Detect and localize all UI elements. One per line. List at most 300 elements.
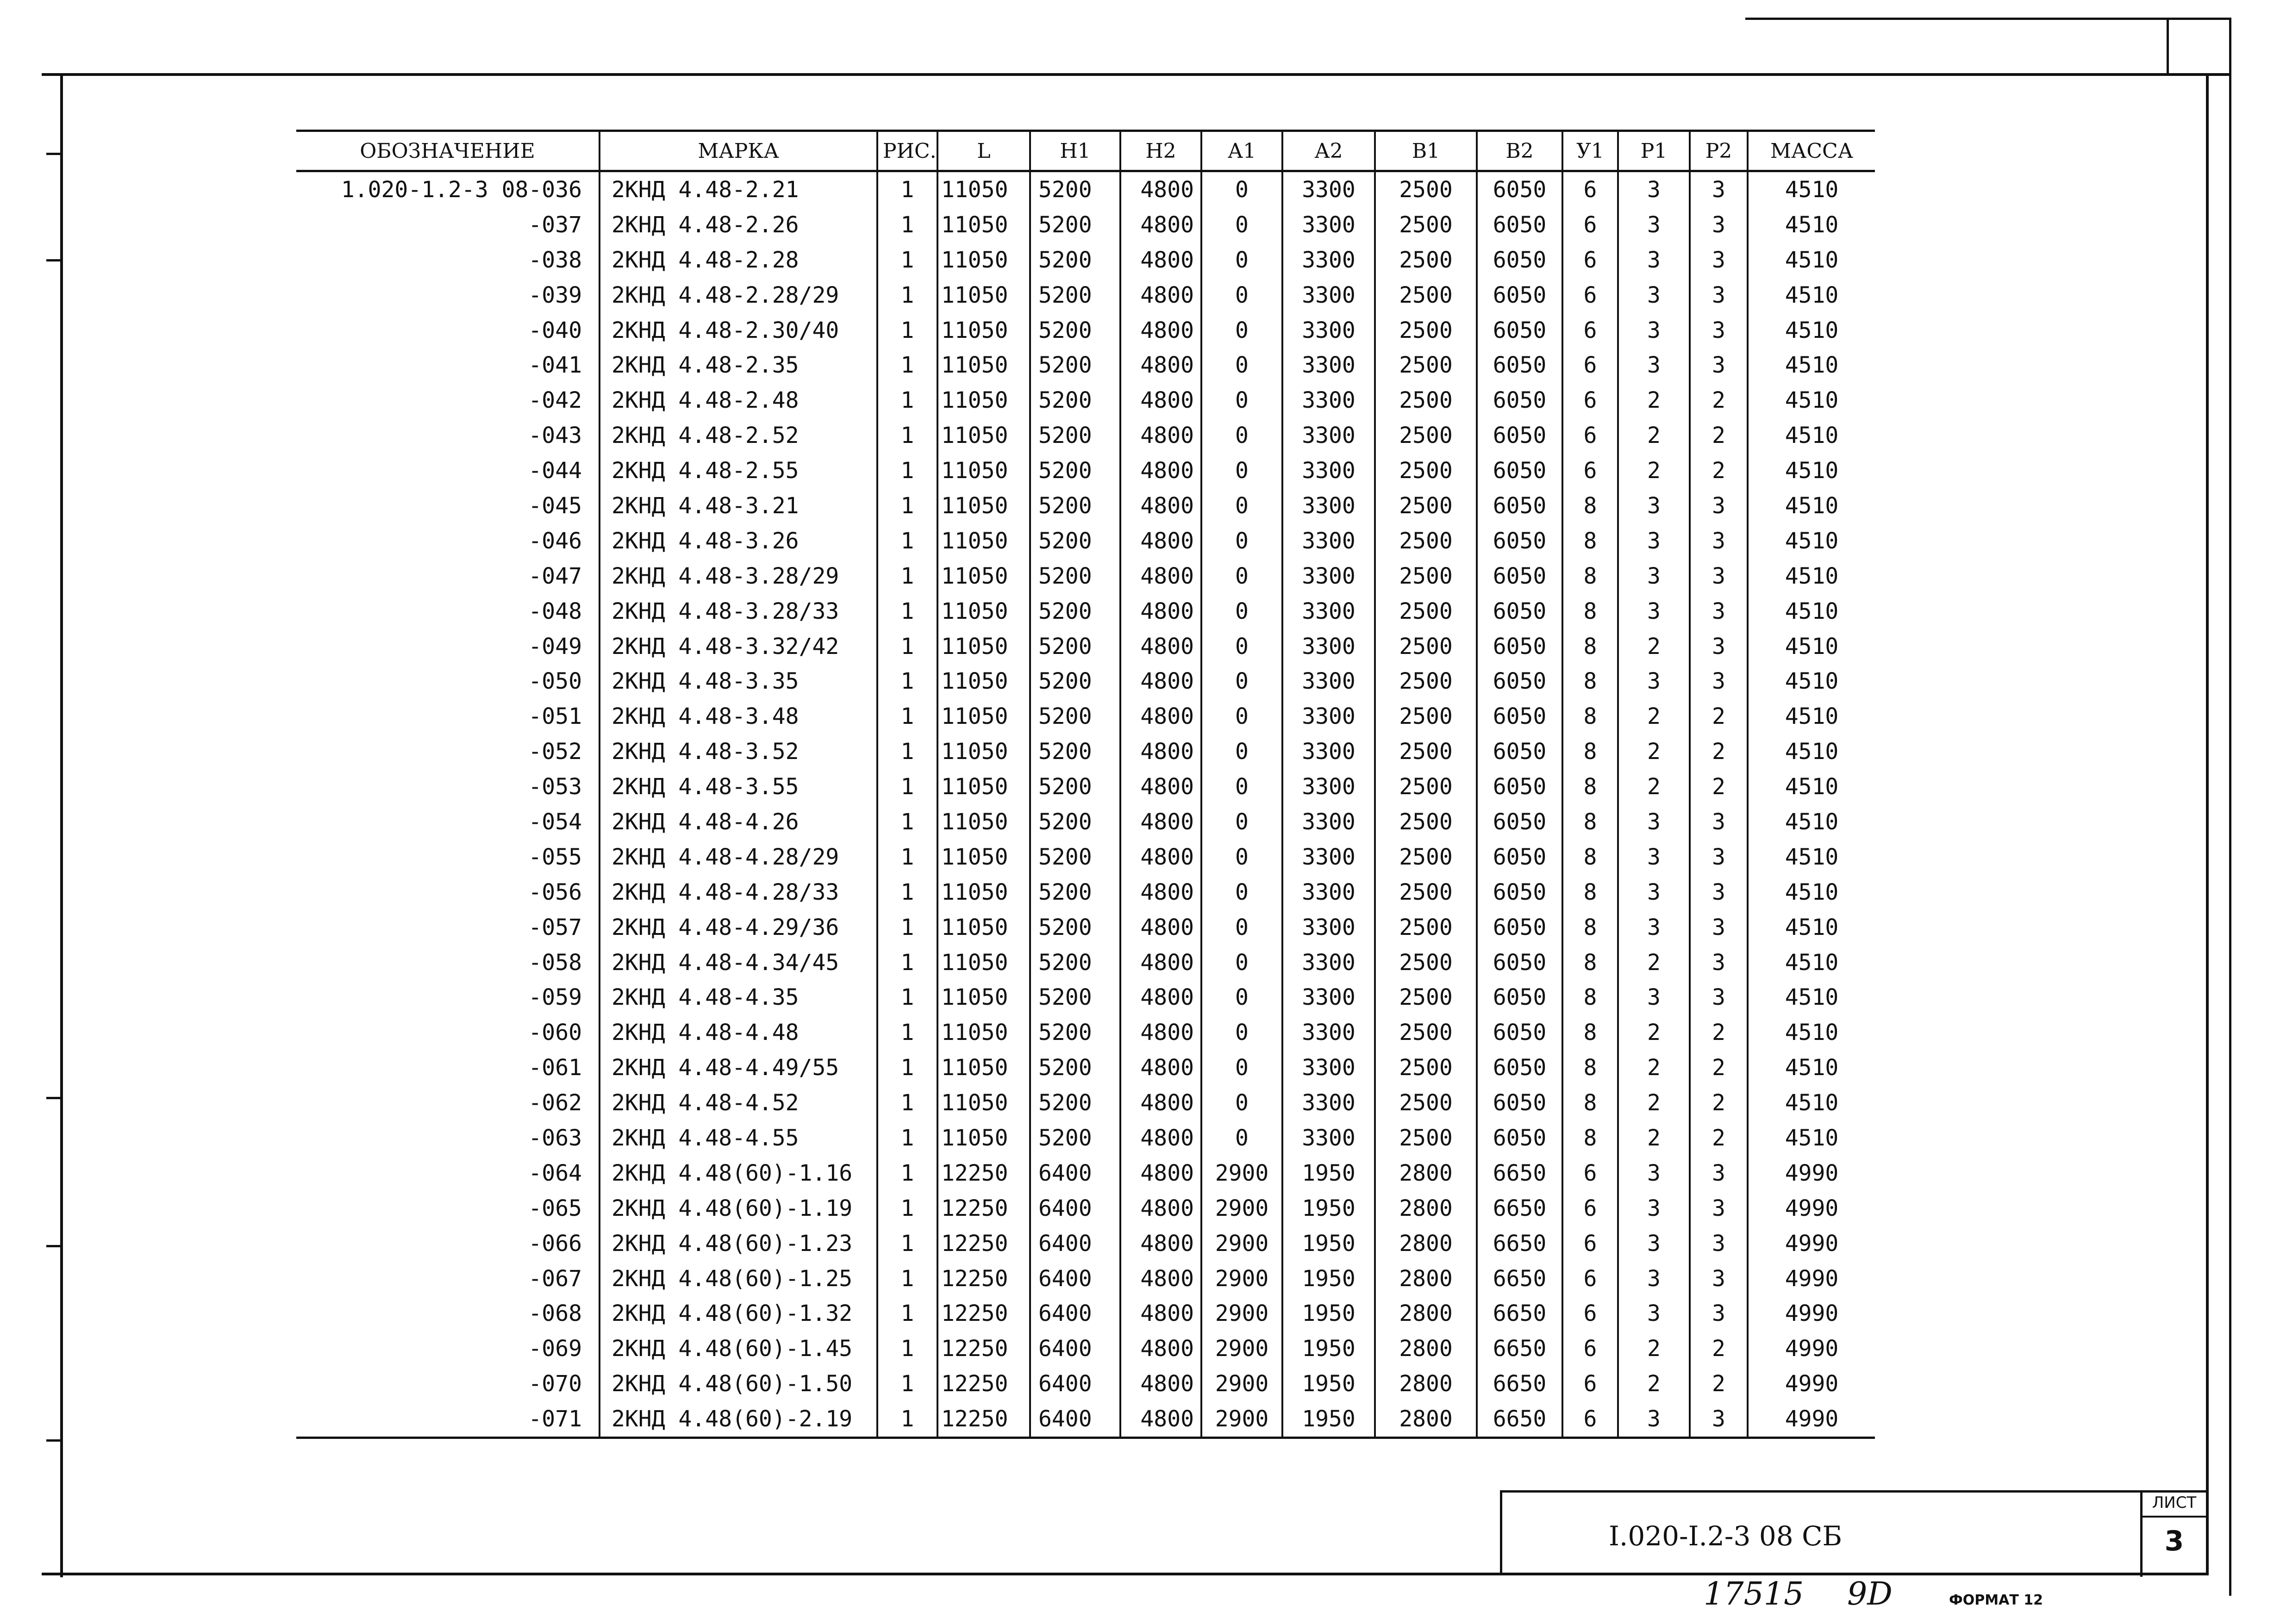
cell-b1: 2800: [1375, 1226, 1477, 1261]
binding-mark: [46, 1439, 60, 1442]
table-row: [296, 1226, 1875, 1261]
table-row: [296, 629, 1875, 664]
cell-figure: 1: [877, 171, 937, 207]
cell-figure: 1: [877, 243, 937, 278]
cell-h1: 5200: [1030, 1120, 1120, 1156]
cell-p1: 3: [1618, 1226, 1690, 1261]
table-row: [296, 1296, 1875, 1332]
cell-a1: 2900: [1201, 1156, 1282, 1191]
cell-l: 11050: [937, 488, 1030, 523]
cell-designation: -066: [528, 1230, 582, 1257]
cell-figure: 1: [877, 1015, 937, 1050]
cell-h1: 5200: [1030, 1050, 1120, 1085]
cell-mark: 2КНД 4.48-2.52: [600, 418, 877, 453]
cell-figure: 1: [877, 348, 937, 383]
cell-b2: 6050: [1477, 278, 1562, 313]
cell-figure: 1: [877, 594, 937, 629]
cell-designation: -062: [528, 1090, 582, 1116]
cell-mass: 4990: [1748, 1401, 1875, 1437]
table-row: [296, 1191, 1875, 1226]
cell-b1: 2800: [1375, 1261, 1477, 1296]
cell-u1: 6: [1562, 243, 1618, 278]
cell-p2: 2: [1690, 769, 1748, 804]
table-row: [296, 1261, 1875, 1296]
cell-l: 11050: [937, 769, 1030, 804]
cell-a1: 0: [1201, 207, 1282, 243]
cell-b2: 6050: [1477, 453, 1562, 488]
cell-mark: 2КНД 4.48(60)-1.16: [600, 1156, 877, 1191]
cell-mark: 2КНД 4.48-3.28/29: [600, 559, 877, 594]
cell-l: 11050: [937, 523, 1030, 559]
cell-b1: 2500: [1375, 804, 1477, 840]
cell-p1: 3: [1618, 804, 1690, 840]
cell-b2: 6650: [1477, 1191, 1562, 1226]
cell-mark: 2КНД 4.48-2.48: [600, 383, 877, 418]
cell-h2: 4800: [1120, 1366, 1201, 1401]
cell-mark: 2КНД 4.48-3.35: [600, 664, 877, 699]
cell-p1: 3: [1618, 207, 1690, 243]
cell-h2: 4800: [1120, 1191, 1201, 1226]
cell-b2: 6050: [1477, 313, 1562, 348]
specification-table: [296, 130, 1875, 1439]
cell-figure: 1: [877, 1401, 937, 1437]
cell-h2: 4800: [1120, 313, 1201, 348]
cell-a2: 3300: [1282, 348, 1375, 383]
cell-figure: 1: [877, 523, 937, 559]
cell-p1: 2: [1618, 1331, 1690, 1366]
cell-designation: -052: [528, 739, 582, 765]
cell-b1: 2500: [1375, 769, 1477, 804]
cell-p1: 3: [1618, 348, 1690, 383]
cell-h1: 5200: [1030, 523, 1120, 559]
cell-h2: 4800: [1120, 1085, 1201, 1120]
cell-u1: 8: [1562, 629, 1618, 664]
cell-b2: 6050: [1477, 1015, 1562, 1050]
cell-u1: 6: [1562, 348, 1618, 383]
cell-u1: 8: [1562, 734, 1618, 769]
sheet-divider: [2143, 1516, 2206, 1518]
cell-designation: -048: [528, 598, 582, 624]
cell-p2: 3: [1690, 945, 1748, 980]
cell-designation: -061: [528, 1055, 582, 1081]
cell-a2: 1950: [1282, 1226, 1375, 1261]
cell-mass: 4510: [1748, 734, 1875, 769]
cell-b1: 2500: [1375, 629, 1477, 664]
cell-a2: 3300: [1282, 769, 1375, 804]
cell-b2: 6050: [1477, 559, 1562, 594]
cell-a2: 1950: [1282, 1331, 1375, 1366]
cell-b1: 2500: [1375, 1015, 1477, 1050]
cell-h2: 4800: [1120, 488, 1201, 523]
cell-b2: 6650: [1477, 1261, 1562, 1296]
cell-b2: 6050: [1477, 171, 1562, 207]
cell-a2: 3300: [1282, 488, 1375, 523]
cell-figure: 1: [877, 559, 937, 594]
cell-p1: 2: [1618, 418, 1690, 453]
cell-a2: 1950: [1282, 1401, 1375, 1437]
table-row: [296, 1331, 1875, 1366]
cell-figure: 1: [877, 840, 937, 875]
cell-b2: 6050: [1477, 348, 1562, 383]
cell-p2: 3: [1690, 207, 1748, 243]
cell-figure: 1: [877, 488, 937, 523]
cell-b1: 2500: [1375, 418, 1477, 453]
cell-b2: 6050: [1477, 488, 1562, 523]
cell-h2: 4800: [1120, 1156, 1201, 1191]
cell-mark: 2КНД 4.48(60)-1.25: [600, 1261, 877, 1296]
cell-mass: 4510: [1748, 875, 1875, 910]
cell-p2: 2: [1690, 734, 1748, 769]
cell-designation: -040: [528, 317, 582, 343]
cell-u1: 8: [1562, 1120, 1618, 1156]
cell-l: 12250: [937, 1226, 1030, 1261]
cell-p2: 3: [1690, 278, 1748, 313]
cell-mark: 2КНД 4.48-4.35: [600, 980, 877, 1015]
cell-u1: 6: [1562, 171, 1618, 207]
cell-u1: 8: [1562, 1085, 1618, 1120]
cell-h2: 4800: [1120, 523, 1201, 559]
cell-p1: 3: [1618, 664, 1690, 699]
cell-a2: 3300: [1282, 629, 1375, 664]
cell-h1: 6400: [1030, 1261, 1120, 1296]
cell-p1: 3: [1618, 980, 1690, 1015]
cell-a1: 0: [1201, 488, 1282, 523]
cell-a1: 0: [1201, 804, 1282, 840]
cell-p2: 2: [1690, 418, 1748, 453]
table-row: [296, 594, 1875, 629]
cell-p1: 2: [1618, 945, 1690, 980]
table-row: [296, 559, 1875, 594]
cell-a2: 3300: [1282, 1015, 1375, 1050]
cell-mark: 2КНД 4.48-3.52: [600, 734, 877, 769]
cell-designation: -068: [528, 1300, 582, 1327]
table-row: [296, 418, 1875, 453]
cell-h1: 6400: [1030, 1401, 1120, 1437]
cell-a1: 0: [1201, 699, 1282, 734]
cell-a2: 3300: [1282, 1120, 1375, 1156]
cell-u1: 6: [1562, 313, 1618, 348]
cell-mass: 4990: [1748, 1261, 1875, 1296]
cell-a1: 0: [1201, 910, 1282, 945]
binding-mark: [46, 259, 60, 261]
cell-mass: 4510: [1748, 348, 1875, 383]
cell-u1: 6: [1562, 453, 1618, 488]
cell-h2: 4800: [1120, 804, 1201, 840]
cell-u1: 8: [1562, 769, 1618, 804]
cell-l: 11050: [937, 629, 1030, 664]
cell-a1: 0: [1201, 1050, 1282, 1085]
table-row: [296, 1366, 1875, 1401]
cell-u1: 8: [1562, 1015, 1618, 1050]
cell-l: 11050: [937, 664, 1030, 699]
table-row: [296, 171, 1875, 207]
cell-a2: 3300: [1282, 910, 1375, 945]
cell-h2: 4800: [1120, 664, 1201, 699]
column-header-h2: Н2: [1120, 131, 1201, 171]
cell-p2: 2: [1690, 383, 1748, 418]
cell-p2: 2: [1690, 1366, 1748, 1401]
cell-h1: 5200: [1030, 664, 1120, 699]
cell-h1: 5200: [1030, 594, 1120, 629]
cell-p2: 3: [1690, 875, 1748, 910]
cell-mass: 4510: [1748, 769, 1875, 804]
cell-b2: 6050: [1477, 980, 1562, 1015]
cell-designation: -045: [528, 492, 582, 519]
cell-b2: 6650: [1477, 1296, 1562, 1332]
cell-l: 11050: [937, 207, 1030, 243]
cell-a1: 0: [1201, 840, 1282, 875]
cell-a2: 1950: [1282, 1191, 1375, 1226]
cell-b2: 6050: [1477, 383, 1562, 418]
cell-a2: 3300: [1282, 945, 1375, 980]
cell-u1: 8: [1562, 488, 1618, 523]
cell-h2: 4800: [1120, 1331, 1201, 1366]
cell-mass: 4510: [1748, 980, 1875, 1015]
cell-p1: 3: [1618, 594, 1690, 629]
cell-figure: 1: [877, 383, 937, 418]
cell-p1: 3: [1618, 1401, 1690, 1437]
cell-designation: -050: [528, 668, 582, 695]
cell-a1: 0: [1201, 1085, 1282, 1120]
cell-h1: 5200: [1030, 734, 1120, 769]
cell-l: 12250: [937, 1156, 1030, 1191]
cell-b1: 2800: [1375, 1366, 1477, 1401]
cell-h1: 5200: [1030, 383, 1120, 418]
cell-b1: 2800: [1375, 1331, 1477, 1366]
cell-h1: 5200: [1030, 559, 1120, 594]
cell-b2: 6050: [1477, 804, 1562, 840]
cell-b1: 2500: [1375, 594, 1477, 629]
cell-b2: 6050: [1477, 594, 1562, 629]
cell-a1: 0: [1201, 453, 1282, 488]
cell-b2: 6050: [1477, 840, 1562, 875]
cell-b1: 2500: [1375, 453, 1477, 488]
cell-figure: 1: [877, 910, 937, 945]
cell-u1: 8: [1562, 1050, 1618, 1085]
cell-mass: 4510: [1748, 594, 1875, 629]
cell-a1: 0: [1201, 664, 1282, 699]
table-row: [296, 769, 1875, 804]
cell-l: 12250: [937, 1191, 1030, 1226]
cell-l: 11050: [937, 1050, 1030, 1085]
cell-u1: 6: [1562, 1191, 1618, 1226]
table-row: [296, 1156, 1875, 1191]
cell-designation: -058: [528, 949, 582, 976]
cell-mark: 2КНД 4.48-4.26: [600, 804, 877, 840]
cell-b2: 6650: [1477, 1331, 1562, 1366]
cell-mass: 4510: [1748, 804, 1875, 840]
cell-p2: 3: [1690, 488, 1748, 523]
title-block: [1500, 1490, 2204, 1574]
cell-a2: 3300: [1282, 243, 1375, 278]
cell-b1: 2500: [1375, 383, 1477, 418]
cell-h1: 5200: [1030, 875, 1120, 910]
cell-mark: 2КНД 4.48-4.52: [600, 1085, 877, 1120]
cell-h2: 4800: [1120, 1226, 1201, 1261]
cell-mark: 2КНД 4.48-4.34/45: [600, 945, 877, 980]
sheet-box: [2140, 1490, 2206, 1577]
column-header-b2: В2: [1477, 131, 1562, 171]
cell-a1: 0: [1201, 1015, 1282, 1050]
cell-designation: -053: [528, 774, 582, 800]
cell-l: 11050: [937, 559, 1030, 594]
cell-h2: 4800: [1120, 1015, 1201, 1050]
cell-mark: 2КНД 4.48-2.55: [600, 453, 877, 488]
cell-p1: 2: [1618, 1050, 1690, 1085]
cell-designation: -060: [528, 1020, 582, 1046]
cell-designation: -046: [528, 528, 582, 554]
cell-a1: 0: [1201, 348, 1282, 383]
cell-p1: 3: [1618, 910, 1690, 945]
cell-figure: 1: [877, 734, 937, 769]
table-row: [296, 840, 1875, 875]
cell-p2: 2: [1690, 1015, 1748, 1050]
cell-h1: 5200: [1030, 243, 1120, 278]
cell-a1: 0: [1201, 734, 1282, 769]
cell-b1: 2500: [1375, 559, 1477, 594]
cell-u1: 8: [1562, 594, 1618, 629]
cell-a2: 3300: [1282, 734, 1375, 769]
cell-a1: 0: [1201, 629, 1282, 664]
cell-a2: 3300: [1282, 980, 1375, 1015]
cell-mass: 4510: [1748, 840, 1875, 875]
column-header-p2: Р2: [1690, 131, 1748, 171]
cell-figure: 1: [877, 1191, 937, 1226]
cell-mass: 4510: [1748, 418, 1875, 453]
cell-h2: 4800: [1120, 1296, 1201, 1332]
cell-a2: 1950: [1282, 1156, 1375, 1191]
cell-p2: 3: [1690, 1401, 1748, 1437]
cell-l: 11050: [937, 453, 1030, 488]
cell-b2: 6050: [1477, 1120, 1562, 1156]
cell-l: 12250: [937, 1401, 1030, 1437]
table-row: [296, 980, 1875, 1015]
cell-a1: 0: [1201, 278, 1282, 313]
cell-l: 11050: [937, 243, 1030, 278]
cell-a1: 0: [1201, 1120, 1282, 1156]
cell-p1: 3: [1618, 488, 1690, 523]
cell-a2: 1950: [1282, 1366, 1375, 1401]
cell-h1: 5200: [1030, 769, 1120, 804]
cell-figure: 1: [877, 207, 937, 243]
table-row: [296, 910, 1875, 945]
binding-mark: [46, 1245, 60, 1247]
cell-p2: 3: [1690, 664, 1748, 699]
cell-p1: 3: [1618, 313, 1690, 348]
cell-u1: 6: [1562, 1366, 1618, 1401]
cell-mass: 4510: [1748, 945, 1875, 980]
cell-mass: 4510: [1748, 1085, 1875, 1120]
cell-designation: -041: [528, 352, 582, 379]
cell-u1: 6: [1562, 1331, 1618, 1366]
cell-figure: 1: [877, 945, 937, 980]
cell-figure: 1: [877, 699, 937, 734]
cell-h1: 5200: [1030, 945, 1120, 980]
cell-u1: 8: [1562, 523, 1618, 559]
cell-b2: 6650: [1477, 1401, 1562, 1437]
cell-mass: 4510: [1748, 664, 1875, 699]
cell-l: 11050: [937, 313, 1030, 348]
cell-l: 11050: [937, 1120, 1030, 1156]
cell-mass: 4510: [1748, 278, 1875, 313]
cell-mark: 2КНД 4.48-4.55: [600, 1120, 877, 1156]
cell-a1: 2900: [1201, 1331, 1282, 1366]
cell-l: 12250: [937, 1366, 1030, 1401]
column-header-a1: А1: [1201, 131, 1282, 171]
cell-figure: 1: [877, 1050, 937, 1085]
cell-b1: 2500: [1375, 1050, 1477, 1085]
cell-h2: 4800: [1120, 418, 1201, 453]
cell-b2: 6050: [1477, 1050, 1562, 1085]
cell-b2: 6050: [1477, 1085, 1562, 1120]
cell-b1: 2500: [1375, 313, 1477, 348]
cell-h1: 5200: [1030, 278, 1120, 313]
cell-p2: 3: [1690, 1226, 1748, 1261]
cell-b1: 2500: [1375, 278, 1477, 313]
cell-a1: 2900: [1201, 1226, 1282, 1261]
cell-p1: 2: [1618, 629, 1690, 664]
cell-h1: 5200: [1030, 348, 1120, 383]
cell-figure: 1: [877, 1261, 937, 1296]
cell-p1: 2: [1618, 769, 1690, 804]
column-header-mark: МАРКА: [600, 131, 877, 171]
table-row: [296, 1401, 1875, 1437]
cell-a1: 0: [1201, 769, 1282, 804]
cell-b1: 2500: [1375, 664, 1477, 699]
cell-l: 11050: [937, 734, 1030, 769]
cell-p1: 2: [1618, 453, 1690, 488]
table-row: [296, 1120, 1875, 1156]
cell-b1: 2800: [1375, 1296, 1477, 1332]
cell-a2: 3300: [1282, 1050, 1375, 1085]
cell-h2: 4800: [1120, 594, 1201, 629]
cell-u1: 8: [1562, 910, 1618, 945]
table-row: [296, 243, 1875, 278]
column-header-b1: В1: [1375, 131, 1477, 171]
table-row: [296, 875, 1875, 910]
cell-p1: 3: [1618, 840, 1690, 875]
cell-h2: 4800: [1120, 278, 1201, 313]
frame-corner-vertical: [2167, 18, 2169, 75]
cell-b1: 2500: [1375, 488, 1477, 523]
cell-a1: 2900: [1201, 1296, 1282, 1332]
cell-b1: 2500: [1375, 1120, 1477, 1156]
cell-mark: 2КНД 4.48(60)-1.23: [600, 1226, 877, 1261]
cell-p2: 2: [1690, 453, 1748, 488]
cell-mass: 4990: [1748, 1366, 1875, 1401]
cell-h1: 5200: [1030, 980, 1120, 1015]
cell-b1: 2500: [1375, 875, 1477, 910]
cell-u1: 8: [1562, 945, 1618, 980]
cell-mark: 2КНД 4.48-2.35: [600, 348, 877, 383]
cell-p2: 3: [1690, 804, 1748, 840]
cell-b1: 2500: [1375, 207, 1477, 243]
cell-a2: 3300: [1282, 207, 1375, 243]
cell-l: 11050: [937, 804, 1030, 840]
cell-mass: 4510: [1748, 523, 1875, 559]
table-row: [296, 488, 1875, 523]
cell-designation: -071: [296, 1401, 600, 1437]
cell-b1: 2500: [1375, 523, 1477, 559]
cell-figure: 1: [877, 418, 937, 453]
cell-l: 11050: [937, 980, 1030, 1015]
cell-mass: 4510: [1748, 699, 1875, 734]
cell-a2: 3300: [1282, 559, 1375, 594]
cell-p1: 2: [1618, 734, 1690, 769]
cell-a2: 3300: [1282, 171, 1375, 207]
cell-b1: 2800: [1375, 1191, 1477, 1226]
cell-mass: 4510: [1748, 313, 1875, 348]
